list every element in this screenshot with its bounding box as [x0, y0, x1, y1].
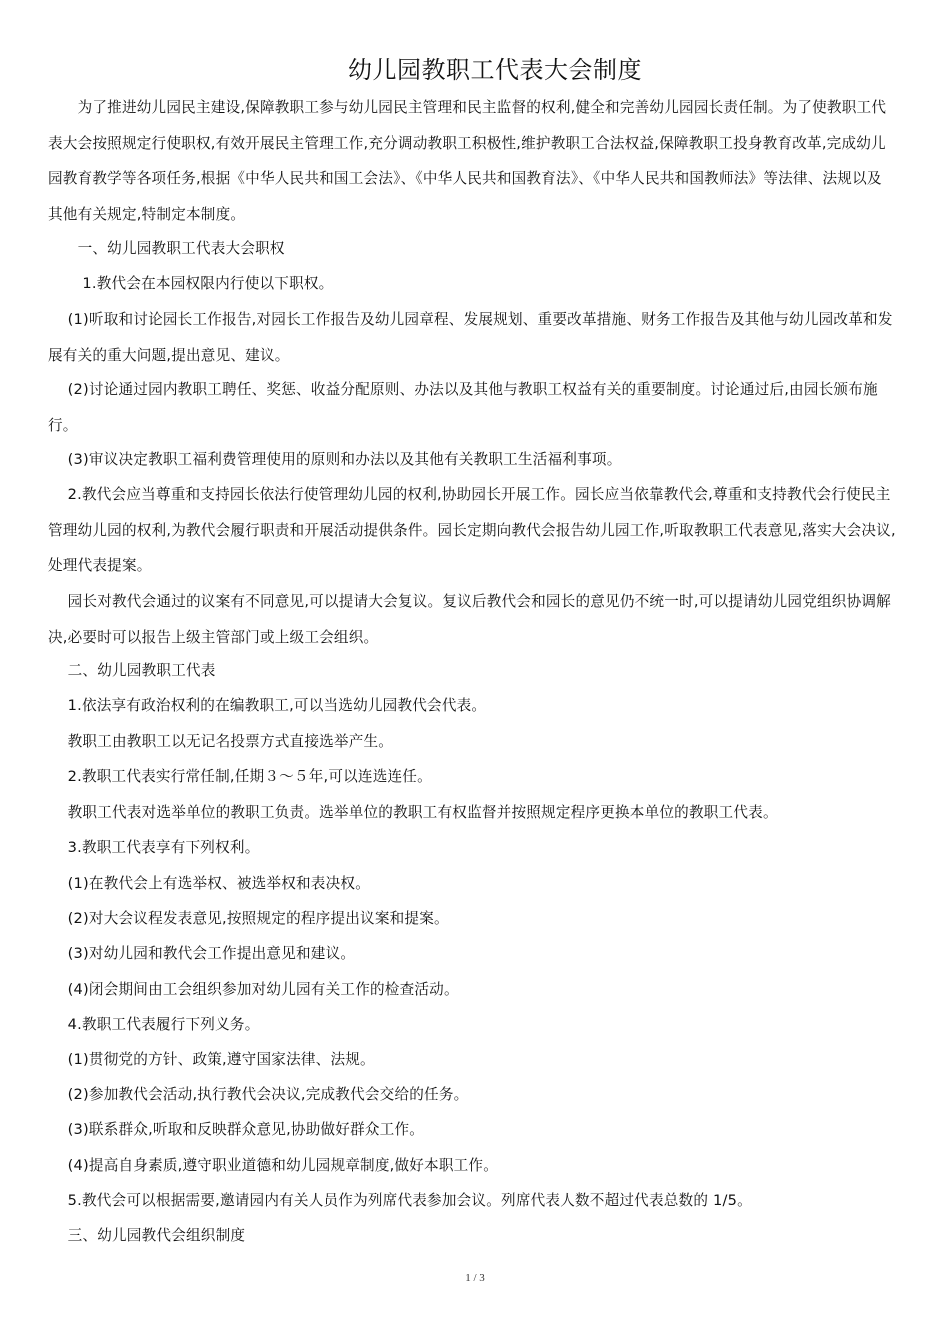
paragraph: 1.教代会在本园权限内行使以下职权。 — [48, 275, 334, 292]
page-number: 1 / 3 — [465, 1272, 485, 1284]
paragraph: (1)贯彻党的方针、政策,遵守国家法律、法规。 — [48, 1051, 375, 1068]
paragraph: 2.教职工代表实行常任制,任期３～５年,可以连选连任。 — [48, 768, 432, 785]
paragraph: 2.教代会应当尊重和支持园长依法行使管理幼儿园的权利,协助园长开展工作。园长应当依靠教代会,尊重和支持教代会行使民主管理幼儿园的权利,为教代会履行职责和开展活动提供条件。园长定期向教代会报告幼儿园工作,听取教职工代表意见,落实大会决议,处理代表提案。 — [48, 486, 896, 574]
paragraph: 4.教职工代表履行下列义务。 — [48, 1016, 260, 1033]
paragraph: (3)联系群众,听取和反映群众意见,协助做好群众工作。 — [48, 1121, 425, 1138]
paragraph: (4)提高自身素质,遵守职业道德和幼儿园规章制度,做好本职工作。 — [48, 1157, 499, 1174]
section-heading-3: 三、幼儿园教代会组织制度 — [48, 1227, 246, 1244]
section-heading-2: 二、幼儿园教职工代表 — [48, 662, 216, 679]
paragraph: (3)审议决定教职工福利费管理使用的原则和办法以及其他有关教职工生活福利事项。 — [48, 451, 622, 468]
paragraph-preamble: 为了推进幼儿园民主建设,保障教职工参与幼儿园民主管理和民主监督的权利,健全和完善幼儿园园长责任制。为了使教职工代表大会按照规定行使职权,有效开展民主管理工作,充分调动教职工积极性,维护教职工合法权益,保障教职工投身教育改革,完成幼儿园教育教学等各项任务,根据《中华人民共和国工会法》、《中华人民共和国教育法》、《中华人民共和国教师法》等法律、法规以及其他有关规定,特制定本制度。 — [48, 99, 887, 223]
paragraph: 1.依法享有政治权利的在编教职工,可以当选幼儿园教代会代表。 — [48, 697, 487, 714]
paragraph: 教职工代表对选举单位的教职工负责。选举单位的教职工有权监督并按照规定程序更换本单位的教职工代表。 — [48, 804, 778, 821]
paragraph: (4)闭会期间由工会组织参加对幼儿园有关工作的检查活动。 — [48, 981, 459, 998]
paragraph: (3)对幼儿园和教代会工作提出意见和建议。 — [48, 945, 356, 962]
paragraph: (1)在教代会上有选举权、被选举权和表决权。 — [48, 875, 370, 892]
paragraph: (2)对大会议程发表意见,按照规定的程序提出议案和提案。 — [48, 910, 449, 927]
paragraph: (2)讨论通过园内教职工聘任、奖惩、收益分配原则、办法以及其他与教职工权益有关的重要制度。讨论通过后,由园长颁布施行。 — [48, 381, 878, 434]
paragraph: 教职工由教职工以无记名投票方式直接选举产生。 — [48, 733, 394, 750]
paragraph: (1)听取和讨论园长工作报告,对园长工作报告及幼儿园章程、发展规划、重要改革措施、财务工作报告及其他与幼儿园改革和发展有关的重大问题,提出意见、建议。 — [48, 311, 893, 364]
section-heading-1: 一、幼儿园教职工代表大会职权 — [48, 240, 285, 257]
document-title: 幼儿园教职工代表大会制度 — [348, 56, 642, 84]
paragraph: 3.教职工代表享有下列权利。 — [48, 839, 260, 856]
paragraph: 园长对教代会通过的议案有不同意见,可以提请大会复议。复议后教代会和园长的意见仍不统一时,可以提请幼儿园党组织协调解决,必要时可以报告上级主管部门或上级工会组织。 — [48, 593, 891, 646]
paragraph: 5.教代会可以根据需要,邀请园内有关人员作为列席代表参加会议。列席代表人数不超过代表总数的 1/5。 — [48, 1192, 752, 1209]
paragraph: (2)参加教代会活动,执行教代会决议,完成教代会交给的任务。 — [48, 1086, 469, 1103]
